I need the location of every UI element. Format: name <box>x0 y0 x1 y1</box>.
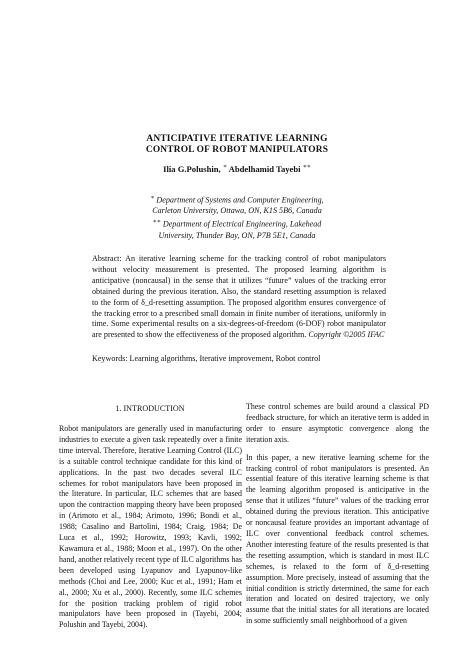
abstract-copyright: Copyright ©2005 IFAC <box>308 330 385 340</box>
title-line-2: CONTROL OF ROBOT MANIPULATORS <box>145 145 329 155</box>
right-column <box>246 402 429 627</box>
affiliations <box>0 193 474 242</box>
author-2-mark: ∗∗ <box>302 164 311 170</box>
body-paragraph: In this paper, a new iterative learning scheme for the tracking control of robot manipulators is presented. An essential feature of this iterative learning scheme is that the learning algorithm proposed is anticipative in the sense that it utilizes “future” values of the tracking error obtained during the previous iteration. This anticipative or noncausal feature provides an important advantage of ILC over conventional feedback control schemes. Another interesting feature of the results presented is that the resetting assumption, which is standard in most ILC schemes, is relaxed to the form of δ_d-resetting assumption. More precisely, instead of assuming that the initial condition is strictly determined, the same for each iteration and located on desired trajectory, we only assume that the initial states for all iterations are located in some sufficiently small neighborhood of a given <box>246 452 429 626</box>
abstract <box>92 254 386 341</box>
author-line <box>0 163 474 174</box>
affiliation-1-line-2: Carleton University, Ottawa, ON, K1S 5B6, Canada <box>152 206 322 216</box>
keywords: Keywords: Learning algorithms, Iterative improvement, Robot control <box>92 354 321 363</box>
body-paragraph: These control schemes are build around a classical PD feedback structure, for which an iterative term is added in order to ensure asymptotic convergence along the iteration axis. <box>246 402 429 444</box>
left-column <box>59 424 242 631</box>
author-2: Abdelhamid Tayebi <box>228 163 301 174</box>
affiliation-2-line-2: University, Thunder Bay, ON, P7B 5E1, Canada <box>158 230 316 240</box>
author-1-mark: ∗ <box>222 164 227 170</box>
affiliation-2-line-1: ∗∗ Department of Electrical Engineering, Lakehead <box>152 219 322 229</box>
title-line-1: ANTICIPATIVE ITERATIVE LEARNING <box>146 134 328 144</box>
affiliation-1-mark: ∗ <box>150 195 155 201</box>
affiliation-1-line-1: ∗ Department of Systems and Computer Engineering, <box>150 195 324 205</box>
section-heading-introduction: 1. INTRODUCTION <box>115 404 185 413</box>
author-1: Ilia G.Polushin, <box>163 163 221 174</box>
body-paragraph: Robot manipulators are generally used in manufacturing industries to execute a given task repeatedly over a finite time interval. Therefore, Iterative Learning Control (ILC) is a suitable control technique candidate for this kind of applications. In the past two decades several ILC schemes for robot manipulators have been proposed in the literature. In particular, ILC schemes that are based upon the contraction mapping theory have been proposed in (Arimoto et al., 1984; Arimoto, 1996; Bondi et al., 1988; Casalino and Bartolini, 1984; Craig, 1984; De Luca et al., 1992; Horowitz, 1993; Kavli, 1992; Kawamura et al., 1988; Moon et al., 1997). On the other hand, another relatively recent type of ILC algorithms has been developed using Lyapunov and Lyapunov-like methods (Choi and Lee, 2000; Kuc et al., 1991; Ham et al., 2000; Xu et al., 2000). Recently, some ILC schemes for the position tracking problem of rigid robot manipulators have been proposed in (Tayebi, 2004; Polushin and Tayebi, 2004). <box>59 424 242 630</box>
affiliation-2-mark: ∗∗ <box>152 219 161 226</box>
abstract-text: Abstract: An iterative learning scheme for the tracking control of robot manipulators without velocity measurement is presented. The proposed learning algorithm is anticipative (noncausal) in the sense that it utilizes “future” values of the tracking error obtained during the previous iteration. Also, the standard resetting assumption is relaxed to the form of δ_d-resetting assumption. The proposed algorithm ensures convergence of the tracking error to a prescribed small domain in finite number of iterations, uniformly in time. Some experimental results on a six-degrees-of-freedom (6-DOF) robot manipulator are presented to show the effectiveness of the proposed algorithm. <box>92 254 386 340</box>
paper-title <box>0 134 474 156</box>
